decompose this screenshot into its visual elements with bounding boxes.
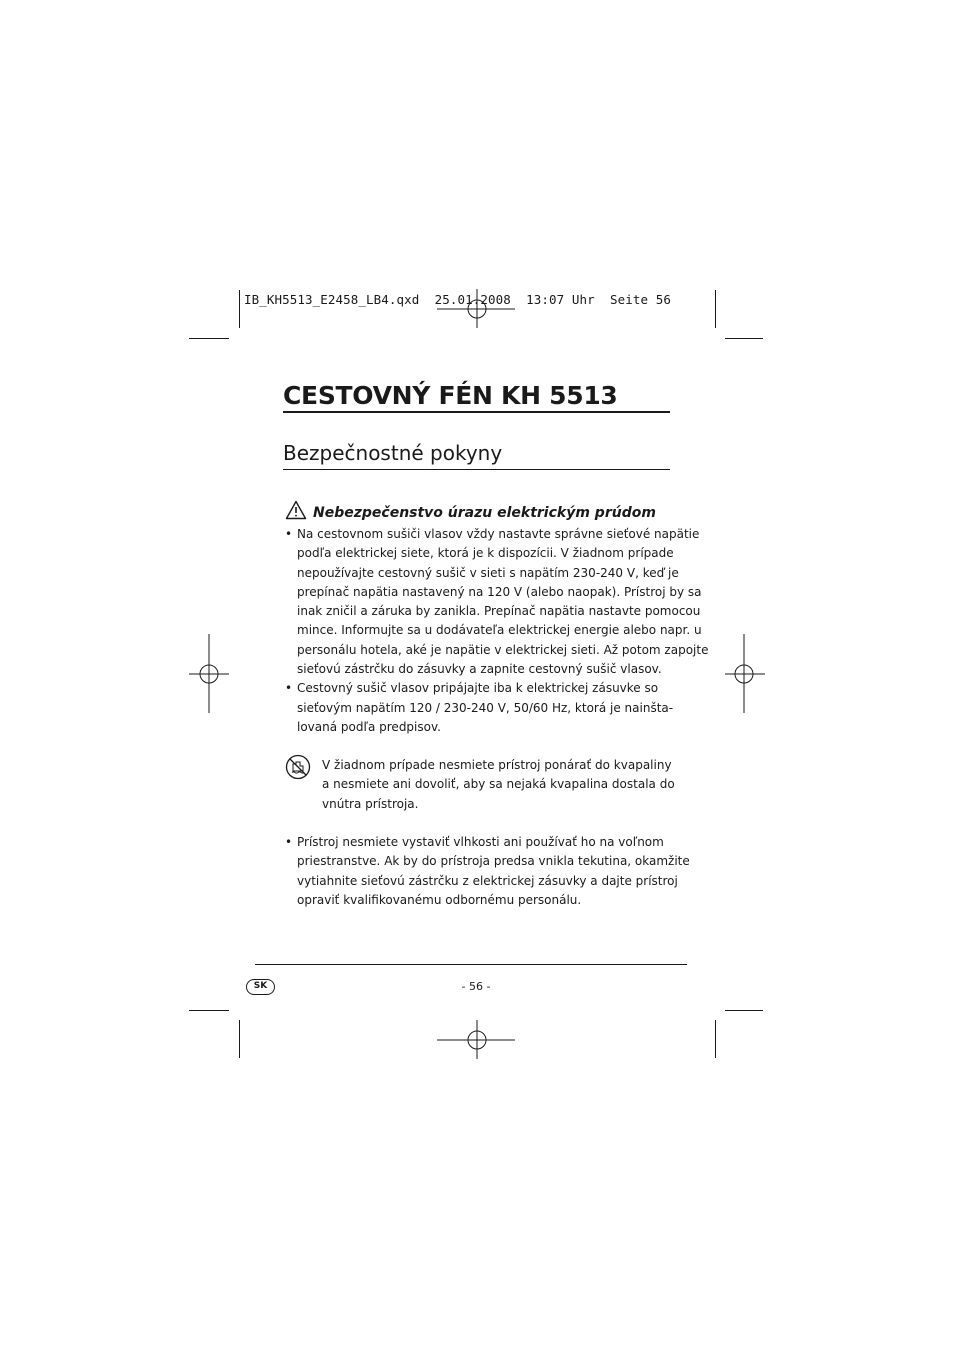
warning-heading: Nebezpečenstvo úrazu elektrickým prúdom	[313, 505, 656, 521]
language-badge: SK	[246, 979, 275, 995]
notice-line: vnútra prístroja.	[322, 796, 419, 811]
list-item-line: prepínač napätia nastavený na 120 V (alebo naopak). Prístroj by sa	[297, 584, 702, 599]
list-item-line: mince. Informujte sa u dodávateľa elektrickej energie alebo napr. u	[297, 623, 702, 638]
section-title: Bezpečnostné pokyny	[283, 441, 503, 465]
list-item-line: nepoužívajte cestovný sušič v sieti s napätím 230-240 V, keď je	[297, 565, 679, 580]
footer-divider	[255, 964, 687, 965]
list-item-line: Prístroj nesmiete vystaviť vlhkosti ani používať ho na voľnom	[297, 835, 664, 849]
crop-mark	[189, 1010, 229, 1011]
list-item-line: Na cestovnom sušiči vlasov vždy nastavte správne sieťové napätie	[297, 527, 700, 541]
crop-mark	[239, 1020, 240, 1058]
section-divider	[283, 469, 670, 470]
registration-mark-icon	[437, 1020, 517, 1060]
title-divider	[283, 411, 670, 413]
crop-mark	[189, 338, 229, 339]
list-item-line: sieťovú zástrčku do zásuvky a zapnite cestovný sušič vlasov.	[297, 662, 662, 677]
warning-triangle-icon	[285, 500, 307, 520]
bullet-marker: •	[285, 835, 293, 849]
list-item-line: lovaná podľa predpisov.	[297, 719, 441, 734]
crop-mark	[239, 290, 240, 328]
registration-mark-icon	[723, 634, 765, 714]
page-title: CESTOVNÝ FÉN KH 5513	[283, 381, 618, 410]
bullet-marker: •	[285, 527, 293, 541]
page-number: - 56 -	[461, 980, 491, 993]
crop-mark	[715, 290, 716, 328]
list-item-line: inak zničil a záruka by zanikla. Prepínač napätia nastavte pomocou	[297, 604, 701, 619]
crop-mark	[725, 338, 763, 339]
notice-line: a nesmiete ani dovoliť, aby sa nejaká kvapalina dostala do	[322, 777, 675, 792]
list-item-line: priestranstve. Ak by do prístroja predsa vnikla tekutina, okamžite	[297, 854, 690, 869]
crop-mark	[715, 1020, 716, 1058]
list-item-line: vytiahnite sieťovú zástrčku z elektrickej zásuvky a dajte prístroj	[297, 873, 678, 888]
no-immersion-notice	[322, 756, 675, 814]
print-slug: IB_KH5513_E2458_LB4.qxd 25.01.2008 13:07 Uhr Seite 56	[244, 292, 672, 307]
crop-mark	[725, 1010, 763, 1011]
list-item-line: personálu hotela, aké je napätie v elektrickej sieti. Až potom zapojte	[297, 642, 709, 657]
list-item-line: opraviť kvalifikovanému odbornému personálu.	[297, 892, 582, 907]
list-item-line: Cestovný sušič vlasov pripájajte iba k elektrickej zásuvke so	[297, 681, 659, 696]
no-immersion-icon	[285, 754, 311, 780]
notice-line: V žiadnom prípade nesmiete prístroj ponárať do kvapaliny	[322, 758, 672, 772]
list-item-line: podľa elektrickej siete, ktorá je k dispozícii. V žiadnom prípade	[297, 546, 674, 561]
registration-mark-icon	[189, 634, 231, 714]
list-item-line: sieťovým napätím 120 / 230-240 V, 50/60 Hz, ktorá je nainšta-	[297, 700, 674, 715]
bullet-marker: •	[285, 681, 293, 696]
